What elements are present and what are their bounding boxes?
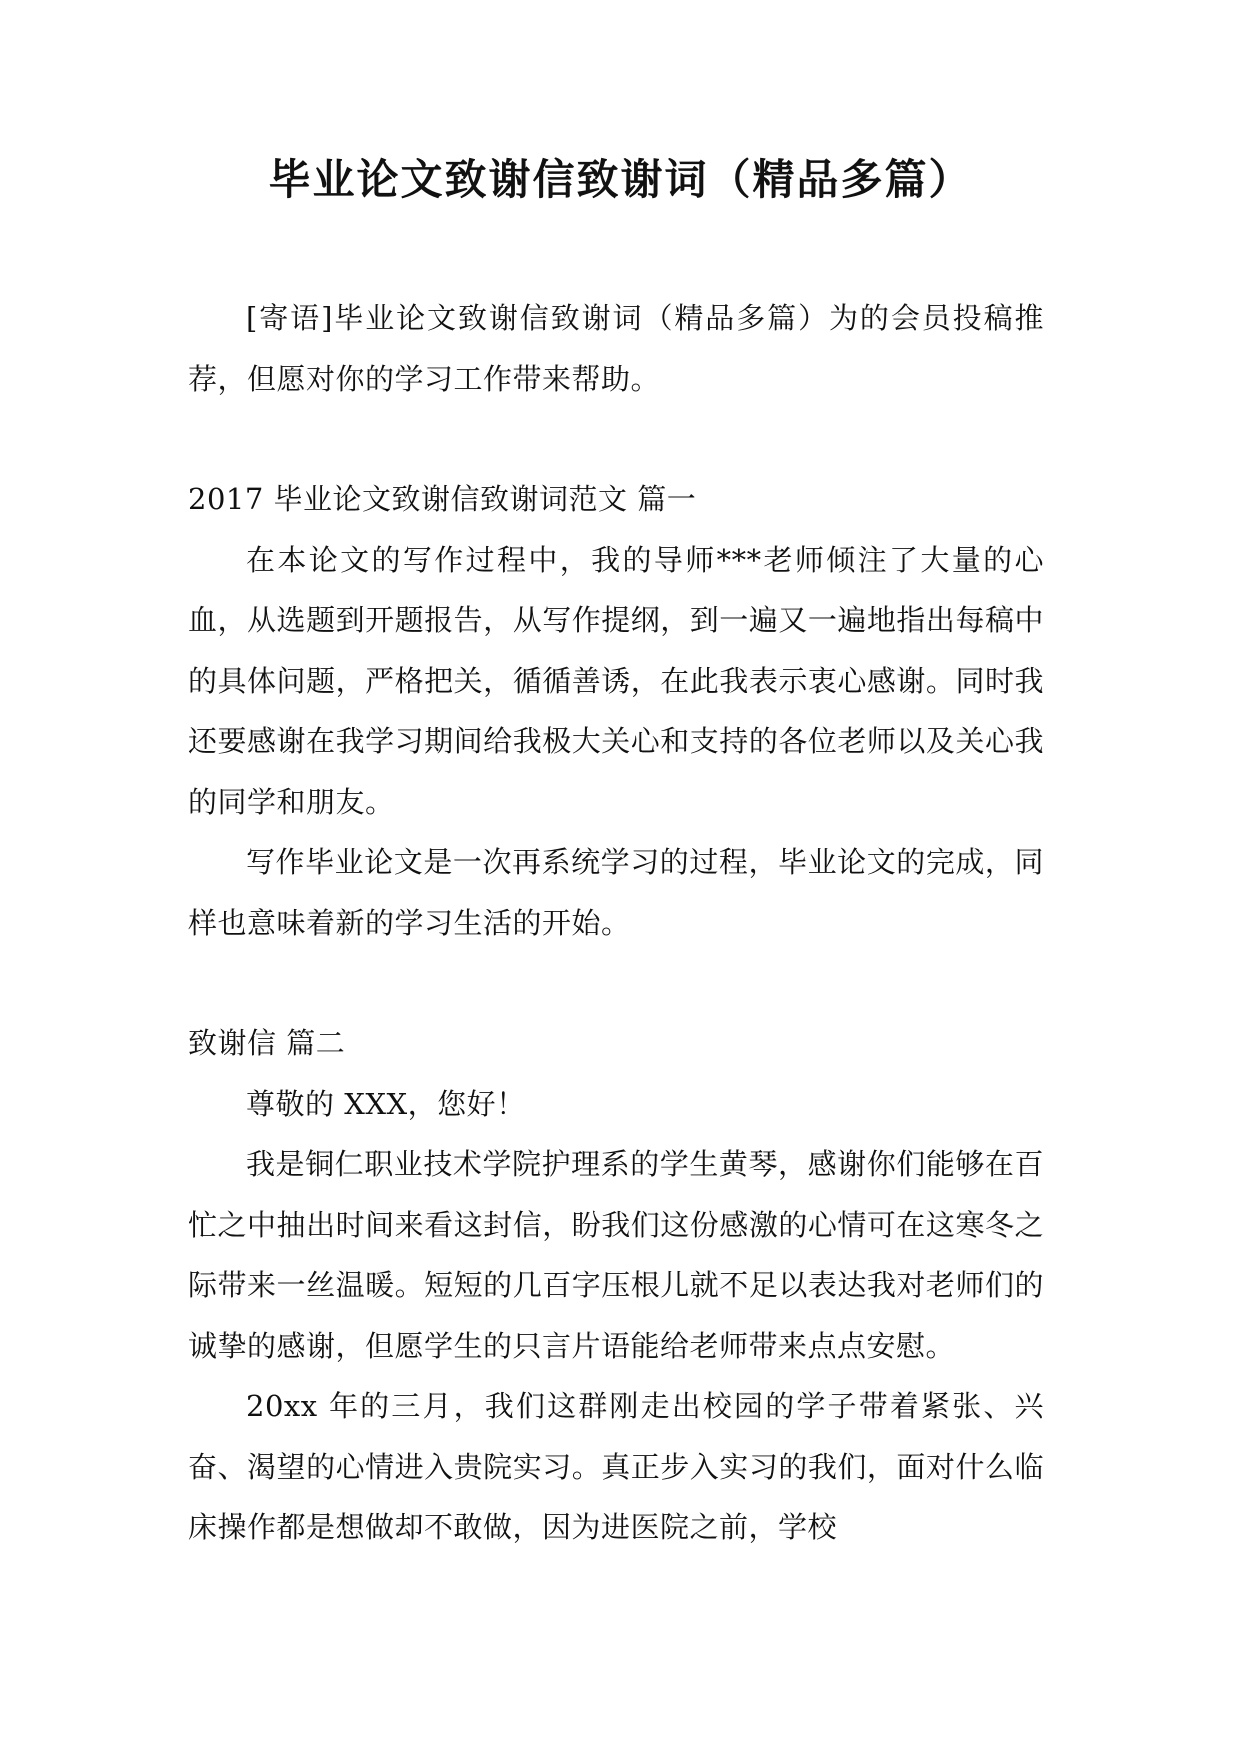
spacer <box>188 953 1044 1013</box>
section2-paragraph-2: 20xx 年的三月，我们这群刚走出校园的学子带着紧张、兴奋、渴望的心情进入贵院实习。真正步入实习的我们，面对什么临床操作都是想做却不敢做，因为进医院之前，学校 <box>188 1389 1044 1544</box>
document-title: 毕业论文致谢信致谢词（精品多篇） <box>268 155 973 204</box>
section1-paragraph-1: 在本论文的写作过程中，我的导师***老师倾注了大量的心血，从选题到开题报告，从写作提纲，到一遍又一遍地指出每稿中的具体问题，严格把关，循循善诱，在此我表示衷心感谢。同时我还要感谢在我学习期间给我极大关心和支持的各位老师以及关心我的同学和朋友。 <box>188 542 1044 819</box>
document-body <box>188 288 1044 1558</box>
section-heading-2: 致谢信 篇二 <box>188 1026 346 1060</box>
section-heading-1: 2017 毕业论文致谢信致谢词范文 篇一 <box>188 482 697 516</box>
spacer <box>188 409 1044 469</box>
section2-paragraph-1: 我是铜仁职业技术学院护理系的学生黄琴，感谢你们能够在百忙之中抽出时间来看这封信，盼我们这份感激的心情可在这寒冬之际带来一丝温暖。短短的几百字压根儿就不足以表达我对老师们的诚挚的感谢，但愿学生的只言片语能给老师带来点点安慰。 <box>188 1147 1044 1363</box>
section1-paragraph-2: 写作毕业论文是一次再系统学习的过程，毕业论文的完成，同样也意味着新的学习生活的开始。 <box>188 845 1044 940</box>
salutation: 尊敬的 XXX，您好！ <box>246 1086 526 1121</box>
intro-paragraph: [寄语]毕业论文致谢信致谢词（精品多篇）为的会员投稿推荐，但愿对你的学习工作带来帮助。 <box>188 301 1044 396</box>
